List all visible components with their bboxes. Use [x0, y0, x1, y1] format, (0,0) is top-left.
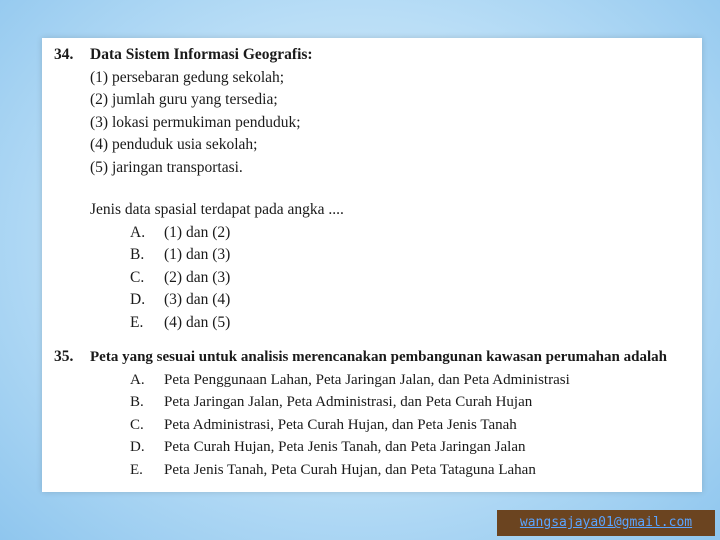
- answer-option-e: E. (4) dan (5): [130, 313, 231, 331]
- scanned-exam-page: [42, 38, 702, 492]
- list-item: (5) jaringan transportasi.: [90, 158, 243, 176]
- question-35: [42, 346, 702, 486]
- list-item: (2) jumlah guru yang tersedia;: [90, 91, 278, 108]
- answer-option-b: B. Peta Jaringan Jalan, Peta Administrasi, dan Peta Curah Hujan: [130, 394, 533, 410]
- answer-option-d: D. (3) dan (4): [130, 291, 231, 308]
- question-stem: Data Sistem Informasi Geografis:: [90, 46, 313, 63]
- question-number: 34.: [54, 46, 74, 63]
- answer-option-c: C. Peta Administrasi, Peta Curah Hujan, dan Peta Jenis Tanah: [130, 416, 517, 433]
- question-number: 35.: [54, 348, 74, 365]
- question-body: [90, 44, 698, 334]
- email-link[interactable]: wangsajaya01@gmail.com: [497, 510, 715, 536]
- answer-option-d: D. Peta Curah Hujan, Peta Jenis Tanah, dan Peta Jaringan Jalan: [130, 439, 526, 455]
- question-body: [90, 346, 698, 481]
- question-stem: Peta yang sesuai untuk analisis merencanakan pembangunan kawasan perumahan adalah: [90, 349, 667, 365]
- question-34: [42, 44, 702, 334]
- answer-option-b: B. (1) dan (3): [130, 246, 231, 263]
- answer-option-a: A. Peta Penggunaan Lahan, Peta Jaringan Jalan, dan Peta Administrasi: [130, 371, 570, 388]
- question-prompt: Jenis data spasial terdapat pada angka ....: [90, 201, 344, 218]
- answer-option-a: A. (1) dan (2): [130, 223, 231, 241]
- answer-option-c: C. (2) dan (3): [130, 268, 231, 286]
- list-item: (3) lokasi permukiman penduduk;: [90, 113, 301, 131]
- list-item: (4) penduduk usia sekolah;: [90, 136, 258, 153]
- answer-option-e: E. Peta Jenis Tanah, Peta Curah Hujan, dan Peta Tataguna Lahan: [130, 461, 536, 478]
- list-item: (1) persebaran gedung sekolah;: [90, 68, 285, 86]
